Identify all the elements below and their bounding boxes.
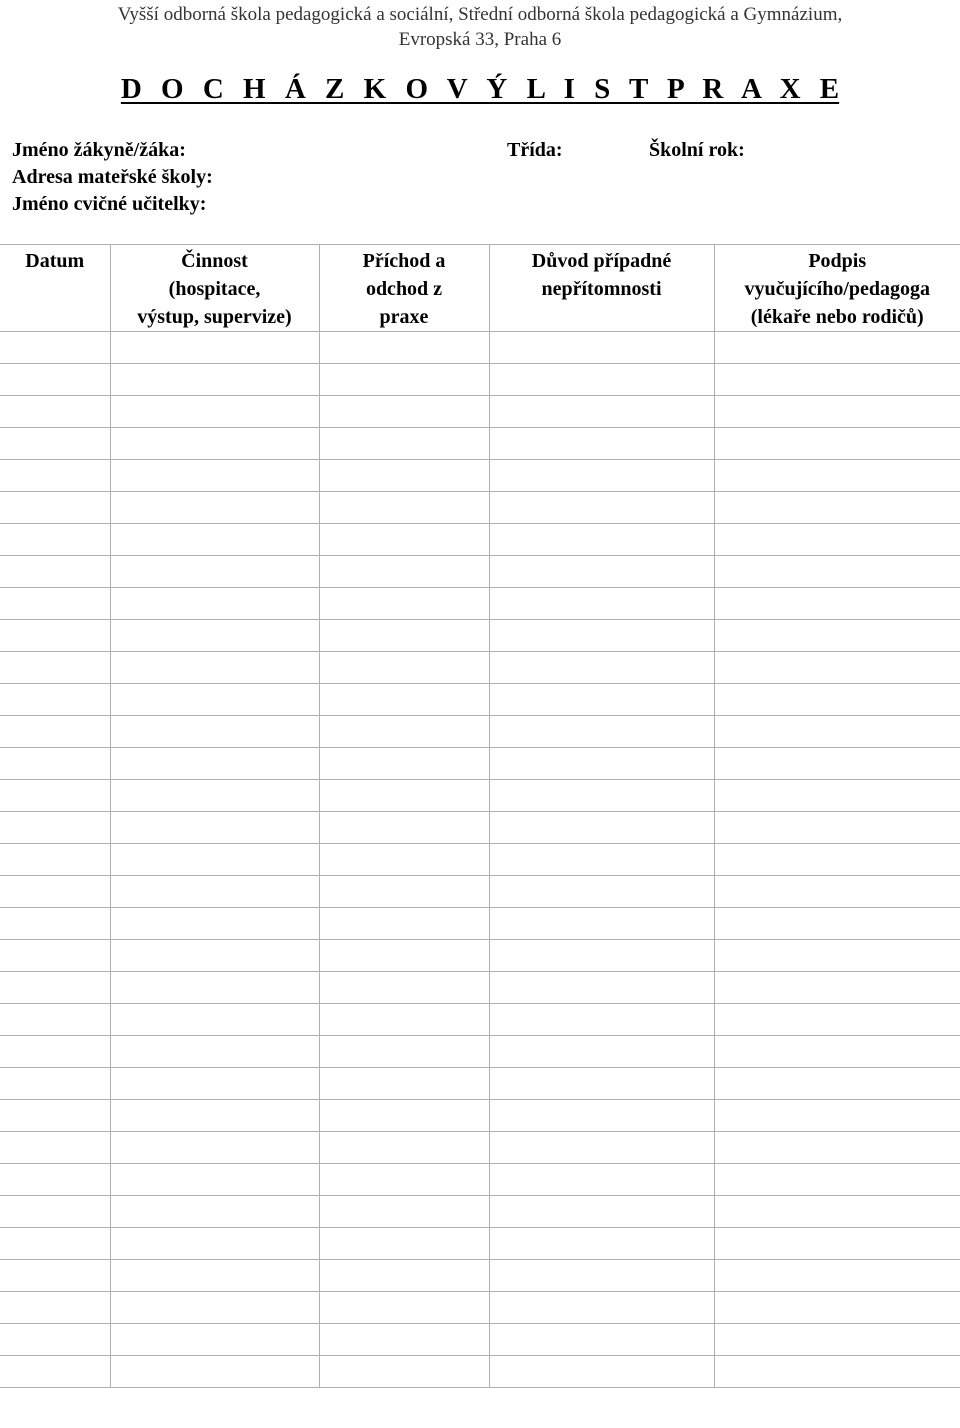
signature-cell[interactable] <box>714 460 960 492</box>
teacher-name-label: Jméno cvičné učitelky: <box>12 193 207 215</box>
table-row <box>0 940 960 972</box>
activity-cell[interactable] <box>110 1228 319 1260</box>
absence-reason-cell[interactable] <box>489 684 714 716</box>
arrival-departure-cell[interactable] <box>319 652 489 684</box>
arrival-departure-cell[interactable] <box>319 1324 489 1356</box>
activity-cell[interactable] <box>110 1036 319 1068</box>
absence-reason-cell[interactable] <box>489 940 714 972</box>
kindergarten-address-label: Adresa mateřské školy: <box>12 166 213 188</box>
table-row <box>0 524 960 556</box>
absence-reason-cell[interactable] <box>489 332 714 364</box>
absence-reason-cell[interactable] <box>489 364 714 396</box>
table-row <box>0 748 960 780</box>
table-row <box>0 1164 960 1196</box>
activity-cell[interactable] <box>110 684 319 716</box>
arrival-departure-cell[interactable] <box>319 1196 489 1228</box>
arrival-departure-cell[interactable] <box>319 1292 489 1324</box>
date-cell[interactable] <box>0 1004 110 1036</box>
absence-reason-cell[interactable] <box>489 844 714 876</box>
signature-cell[interactable] <box>714 652 960 684</box>
date-cell[interactable] <box>0 1292 110 1324</box>
column-header-line: (hospitace, <box>168 278 261 300</box>
activity-cell[interactable] <box>110 908 319 940</box>
attendance-table-body <box>0 332 960 1388</box>
arrival-departure-cell[interactable] <box>319 556 489 588</box>
date-cell[interactable] <box>0 1164 110 1196</box>
table-row <box>0 620 960 652</box>
table-row <box>0 1228 960 1260</box>
document-title-text: D O C H Á Z K O V Ý L I S T P R A X E <box>120 73 840 105</box>
table-row <box>0 780 960 812</box>
absence-reason-cell[interactable] <box>489 1356 714 1388</box>
table-header-row <box>0 245 960 332</box>
signature-cell[interactable] <box>714 844 960 876</box>
table-row <box>0 812 960 844</box>
column-header-line: (lékaře nebo rodičů) <box>750 306 924 328</box>
class-label: Třída: <box>507 139 563 161</box>
absence-reason-cell[interactable] <box>489 396 714 428</box>
activity-cell[interactable] <box>110 620 319 652</box>
signature-cell[interactable] <box>714 428 960 460</box>
absence-reason-cell[interactable] <box>489 1004 714 1036</box>
arrival-departure-cell[interactable] <box>319 780 489 812</box>
activity-cell[interactable] <box>110 1260 319 1292</box>
absence-reason-cell[interactable] <box>489 1036 714 1068</box>
table-row <box>0 428 960 460</box>
column-header-line: Činnost <box>181 250 248 272</box>
date-cell[interactable] <box>0 1356 110 1388</box>
table-row <box>0 1260 960 1292</box>
column-header-signature <box>714 245 960 332</box>
table-row <box>0 716 960 748</box>
arrival-departure-cell[interactable] <box>319 1068 489 1100</box>
school-header <box>0 2 960 52</box>
activity-cell[interactable] <box>110 1068 319 1100</box>
date-cell[interactable] <box>0 844 110 876</box>
arrival-departure-cell[interactable] <box>319 1164 489 1196</box>
signature-cell[interactable] <box>714 332 960 364</box>
signature-cell[interactable] <box>714 364 960 396</box>
arrival-departure-cell[interactable] <box>319 396 489 428</box>
date-cell[interactable] <box>0 748 110 780</box>
signature-cell[interactable] <box>714 588 960 620</box>
table-row <box>0 1068 960 1100</box>
date-cell[interactable] <box>0 1036 110 1068</box>
date-cell[interactable] <box>0 1132 110 1164</box>
date-cell[interactable] <box>0 588 110 620</box>
table-row <box>0 1100 960 1132</box>
absence-reason-cell[interactable] <box>489 1228 714 1260</box>
activity-cell[interactable] <box>110 1292 319 1324</box>
table-row <box>0 556 960 588</box>
arrival-departure-cell[interactable] <box>319 1356 489 1388</box>
activity-cell[interactable] <box>110 1004 319 1036</box>
table-row <box>0 1004 960 1036</box>
column-header-line: praxe <box>379 306 429 328</box>
absence-reason-cell[interactable] <box>489 556 714 588</box>
signature-cell[interactable] <box>714 940 960 972</box>
arrival-departure-cell[interactable] <box>319 748 489 780</box>
arrival-departure-cell[interactable] <box>319 524 489 556</box>
absence-reason-cell[interactable] <box>489 876 714 908</box>
signature-cell[interactable] <box>714 1260 960 1292</box>
absence-reason-cell[interactable] <box>489 780 714 812</box>
date-cell[interactable] <box>0 908 110 940</box>
date-cell[interactable] <box>0 780 110 812</box>
column-header-absence-reason <box>489 245 714 332</box>
student-name-label: Jméno žákyně/žáka: <box>12 139 186 161</box>
absence-reason-cell[interactable] <box>489 972 714 1004</box>
arrival-departure-cell[interactable] <box>319 620 489 652</box>
signature-cell[interactable] <box>714 396 960 428</box>
activity-cell[interactable] <box>110 1356 319 1388</box>
signature-cell[interactable] <box>714 1068 960 1100</box>
table-row <box>0 844 960 876</box>
activity-cell[interactable] <box>110 812 319 844</box>
signature-cell[interactable] <box>714 1100 960 1132</box>
table-row <box>0 876 960 908</box>
absence-reason-cell[interactable] <box>489 1196 714 1228</box>
date-cell[interactable] <box>0 1260 110 1292</box>
arrival-departure-cell[interactable] <box>319 428 489 460</box>
signature-cell[interactable] <box>714 972 960 1004</box>
absence-reason-cell[interactable] <box>489 1260 714 1292</box>
column-header-line: vyučujícího/pedagoga <box>744 278 931 300</box>
column-header-arrival-departure <box>319 245 489 332</box>
date-cell[interactable] <box>0 364 110 396</box>
absence-reason-cell[interactable] <box>489 1292 714 1324</box>
signature-cell[interactable] <box>714 524 960 556</box>
arrival-departure-cell[interactable] <box>319 972 489 1004</box>
arrival-departure-cell[interactable] <box>319 1260 489 1292</box>
absence-reason-cell[interactable] <box>489 1324 714 1356</box>
column-header-line: výstup, supervize) <box>137 306 292 328</box>
absence-reason-cell[interactable] <box>489 652 714 684</box>
signature-cell[interactable] <box>714 684 960 716</box>
signature-cell[interactable] <box>714 1132 960 1164</box>
arrival-departure-cell[interactable] <box>319 684 489 716</box>
table-row <box>0 492 960 524</box>
table-row <box>0 1132 960 1164</box>
arrival-departure-cell[interactable] <box>319 492 489 524</box>
date-cell[interactable] <box>0 556 110 588</box>
absence-reason-cell[interactable] <box>489 1164 714 1196</box>
activity-cell[interactable] <box>110 844 319 876</box>
arrival-departure-cell[interactable] <box>319 364 489 396</box>
date-cell[interactable] <box>0 396 110 428</box>
arrival-departure-cell[interactable] <box>319 876 489 908</box>
activity-cell[interactable] <box>110 460 319 492</box>
activity-cell[interactable] <box>110 652 319 684</box>
activity-cell[interactable] <box>110 588 319 620</box>
signature-cell[interactable] <box>714 908 960 940</box>
table-row <box>0 460 960 492</box>
activity-cell[interactable] <box>110 780 319 812</box>
signature-cell[interactable] <box>714 620 960 652</box>
activity-cell[interactable] <box>110 876 319 908</box>
table-row <box>0 1036 960 1068</box>
date-cell[interactable] <box>0 1196 110 1228</box>
arrival-departure-cell[interactable] <box>319 940 489 972</box>
activity-cell[interactable] <box>110 332 319 364</box>
arrival-departure-cell[interactable] <box>319 1036 489 1068</box>
date-cell[interactable] <box>0 460 110 492</box>
arrival-departure-cell[interactable] <box>319 460 489 492</box>
table-row <box>0 972 960 1004</box>
date-cell[interactable] <box>0 428 110 460</box>
date-cell[interactable] <box>0 620 110 652</box>
absence-reason-cell[interactable] <box>489 1132 714 1164</box>
date-cell[interactable] <box>0 492 110 524</box>
signature-cell[interactable] <box>714 556 960 588</box>
activity-cell[interactable] <box>110 940 319 972</box>
arrival-departure-cell[interactable] <box>319 1004 489 1036</box>
activity-cell[interactable] <box>110 748 319 780</box>
column-header-activity <box>110 245 319 332</box>
table-row <box>0 652 960 684</box>
date-cell[interactable] <box>0 1228 110 1260</box>
date-cell[interactable] <box>0 652 110 684</box>
arrival-departure-cell[interactable] <box>319 588 489 620</box>
signature-cell[interactable] <box>714 780 960 812</box>
activity-cell[interactable] <box>110 1164 319 1196</box>
absence-reason-cell[interactable] <box>489 460 714 492</box>
absence-reason-cell[interactable] <box>489 908 714 940</box>
signature-cell[interactable] <box>714 1196 960 1228</box>
table-row <box>0 1196 960 1228</box>
absence-reason-cell[interactable] <box>489 620 714 652</box>
absence-reason-cell[interactable] <box>489 428 714 460</box>
absence-reason-cell[interactable] <box>489 748 714 780</box>
column-header-line: nepřítomnosti <box>541 278 662 300</box>
activity-cell[interactable] <box>110 1196 319 1228</box>
column-header-line: odchod z <box>365 278 443 300</box>
arrival-departure-cell[interactable] <box>319 812 489 844</box>
signature-cell[interactable] <box>714 1356 960 1388</box>
attendance-table <box>0 244 960 1388</box>
table-row <box>0 396 960 428</box>
date-cell[interactable] <box>0 1068 110 1100</box>
column-header-line: Podpis <box>808 250 867 272</box>
arrival-departure-cell[interactable] <box>319 1100 489 1132</box>
date-cell[interactable] <box>0 684 110 716</box>
date-cell[interactable] <box>0 972 110 1004</box>
activity-cell[interactable] <box>110 1132 319 1164</box>
school-name-line: Vyšší odborná škola pedagogická a sociální, Střední odborná škola pedagogická a Gymnázium, <box>117 4 843 25</box>
school-address-line: Evropská 33, Praha 6 <box>398 29 562 50</box>
arrival-departure-cell[interactable] <box>319 716 489 748</box>
absence-reason-cell[interactable] <box>489 492 714 524</box>
table-row <box>0 1292 960 1324</box>
absence-reason-cell[interactable] <box>489 1100 714 1132</box>
table-row <box>0 332 960 364</box>
signature-cell[interactable] <box>714 716 960 748</box>
school-year-label: Školní rok: <box>649 139 745 161</box>
table-row <box>0 908 960 940</box>
column-header-line: Příchod a <box>362 250 446 272</box>
date-cell[interactable] <box>0 1100 110 1132</box>
table-row <box>0 588 960 620</box>
signature-cell[interactable] <box>714 748 960 780</box>
column-header-line: Datum <box>25 250 85 272</box>
absence-reason-cell[interactable] <box>489 812 714 844</box>
arrival-departure-cell[interactable] <box>319 1132 489 1164</box>
date-cell[interactable] <box>0 332 110 364</box>
activity-cell[interactable] <box>110 1324 319 1356</box>
activity-cell[interactable] <box>110 556 319 588</box>
date-cell[interactable] <box>0 812 110 844</box>
activity-cell[interactable] <box>110 492 319 524</box>
absence-reason-cell[interactable] <box>489 716 714 748</box>
signature-cell[interactable] <box>714 1324 960 1356</box>
arrival-departure-cell[interactable] <box>319 844 489 876</box>
activity-cell[interactable] <box>110 1100 319 1132</box>
signature-cell[interactable] <box>714 1004 960 1036</box>
signature-cell[interactable] <box>714 876 960 908</box>
date-cell[interactable] <box>0 876 110 908</box>
absence-reason-cell[interactable] <box>489 524 714 556</box>
signature-cell[interactable] <box>714 1036 960 1068</box>
date-cell[interactable] <box>0 716 110 748</box>
date-cell[interactable] <box>0 940 110 972</box>
arrival-departure-cell[interactable] <box>319 1228 489 1260</box>
signature-cell[interactable] <box>714 812 960 844</box>
date-cell[interactable] <box>0 524 110 556</box>
table-row <box>0 364 960 396</box>
signature-cell[interactable] <box>714 1292 960 1324</box>
column-header-line: Důvod případné <box>531 250 672 272</box>
activity-cell[interactable] <box>110 524 319 556</box>
absence-reason-cell[interactable] <box>489 588 714 620</box>
document-title <box>0 72 960 106</box>
activity-cell[interactable] <box>110 716 319 748</box>
arrival-departure-cell[interactable] <box>319 908 489 940</box>
column-header-date <box>0 245 110 332</box>
table-row <box>0 1324 960 1356</box>
signature-cell[interactable] <box>714 1228 960 1260</box>
absence-reason-cell[interactable] <box>489 1068 714 1100</box>
date-cell[interactable] <box>0 1324 110 1356</box>
table-row <box>0 684 960 716</box>
activity-cell[interactable] <box>110 972 319 1004</box>
activity-cell[interactable] <box>110 396 319 428</box>
signature-cell[interactable] <box>714 492 960 524</box>
arrival-departure-cell[interactable] <box>319 332 489 364</box>
activity-cell[interactable] <box>110 364 319 396</box>
activity-cell[interactable] <box>110 428 319 460</box>
table-row <box>0 1356 960 1388</box>
signature-cell[interactable] <box>714 1164 960 1196</box>
